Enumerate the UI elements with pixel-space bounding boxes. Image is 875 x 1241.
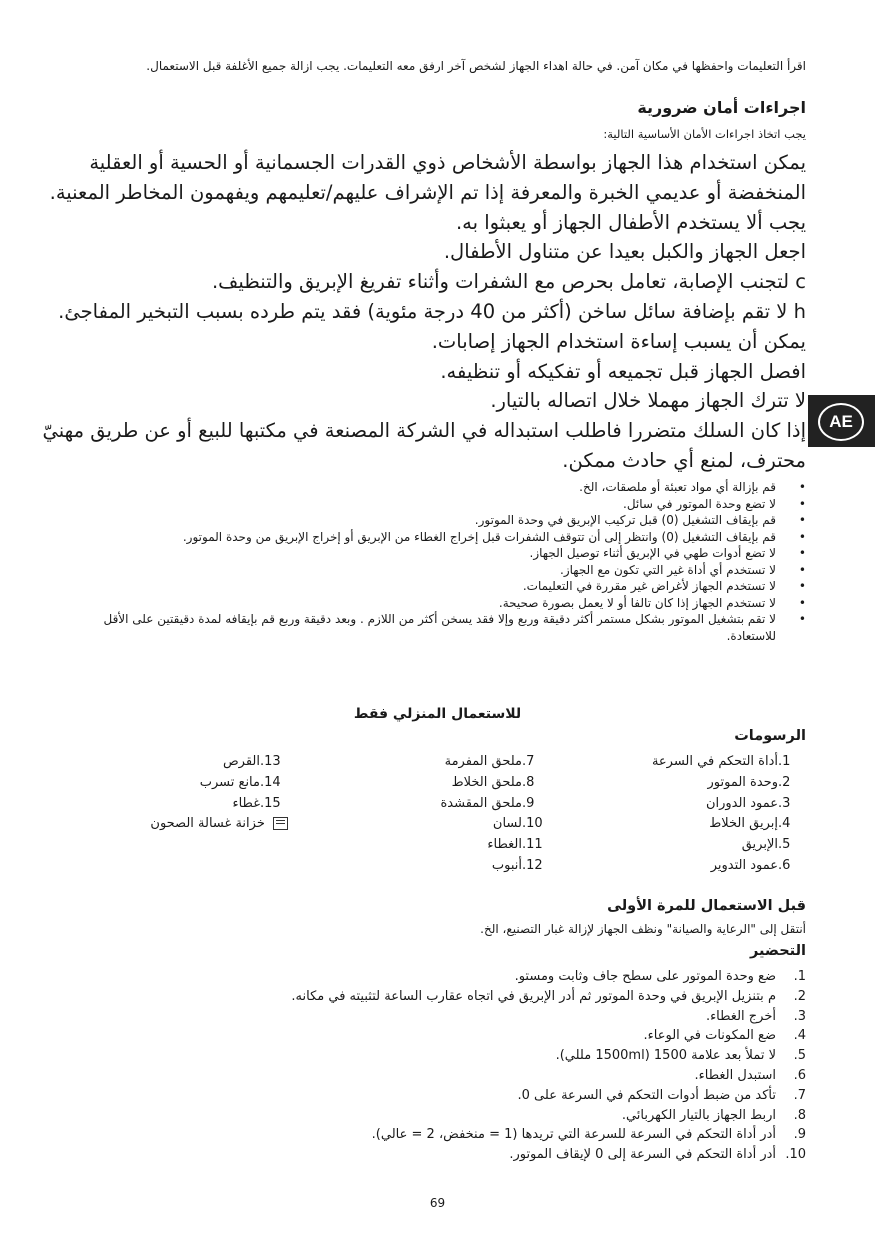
step-item: 1.ضع وحدة الموتور على سطح جاف وثابت ومستو. <box>514 969 806 984</box>
drawing-item: 2.وحدة الموتور <box>707 774 791 790</box>
bullet-item: • قم بإزالة أي مواد تعبئة أو ملصقات، الخ. <box>66 479 806 496</box>
warning-item: إذا كان السلك متضررا فاطلب استبداله في الشركة المصنعة في مكتبها للبيع أو عن طريق مهنيّ محترف، لمنع أي حادث ممكن. <box>42 419 806 472</box>
warning-item: يمكن أن يسبب إساءة استخدام الجهاز إصابات. <box>431 329 806 353</box>
language-badge <box>808 395 875 447</box>
page-number: 69 <box>429 1196 446 1210</box>
language-code: AE <box>818 403 864 441</box>
warning-item: اجعل الجهاز والكبل بعيدا عن متناول الأطفال. <box>443 240 806 264</box>
drawing-item: 6.عمود التدوير <box>710 857 791 873</box>
step-item: 3.أخرج الغطاء. <box>705 1008 806 1024</box>
warning-item: h لا تقم بإضافة سائل ساخن (أكثر من 40 درجة مئوية) فقد يتم طرده بسبب التبخير المفاجئ. <box>58 299 806 323</box>
warning-item: يجب ألا يستخدم الأطفال الجهاز أو يعبثوا به. <box>455 210 806 234</box>
drawings-column-1 <box>586 752 806 877</box>
drawing-item: 9.ملحق المقشدة <box>440 795 535 811</box>
preparation-steps <box>66 967 806 1165</box>
drawing-item: 3.عمود الدوران <box>705 795 791 811</box>
step-item: 2.م بتنزيل الإبريق في وحدة الموتور ثم أدر الإبريق في اتجاه عقارب الساعة لتثبيته في مكانه. <box>291 988 806 1004</box>
warning-item: لا تترك الجهاز مهملا خلال اتصاله بالتيار. <box>490 389 806 413</box>
step-item: 7.تأكد من ضبط أدوات التحكم في السرعة على 0. <box>517 1087 806 1103</box>
drawing-item: 5.الإبريق <box>741 837 791 853</box>
first-use-text: أنتقل إلى "الرعاية والصيانة" ونظف الجهاز لإزالة غبار التصنيع، الخ. <box>480 922 806 936</box>
preparation-heading: التحضير <box>749 943 806 959</box>
drawing-item: 12.أنبوب <box>491 857 543 873</box>
safety-subtitle: يجب اتخاذ اجراءات الأمان الأساسية التالية: <box>603 127 806 141</box>
drawing-item: 4.إبريق الخلاط <box>709 816 791 832</box>
bullet-item: • لا تضع وحدة الموتور في سائل. <box>66 496 806 513</box>
safety-bullet-list <box>66 479 806 644</box>
bullet-item: • لا تضع أدوات طهي في الإبريق أثناء توصيل الجهاز. <box>66 545 806 562</box>
intro-paragraph: اقرأ التعليمات واحفظها في مكان آمن. في حالة اهداء الجهاز لشخص آخر ارفق معه التعليمات. يجب ازالة جميع الأغلفة قبل الاستعمال. <box>146 59 806 73</box>
step-item: 5.لا تملأ بعد علامة 1500 (1500ml مللي). <box>555 1048 806 1064</box>
step-item: 6.استبدل الغطاء. <box>694 1067 806 1083</box>
dishwasher-icon <box>273 817 288 830</box>
drawing-item: 7.ملحق المفرمة <box>444 754 535 769</box>
drawing-item: 15.غطاء <box>232 795 281 811</box>
bullet-item: • لا تستخدم الجهاز لأغراض غير مقررة في التعليمات. <box>66 578 806 595</box>
drawing-item: 14.مانع تسرب <box>199 774 281 790</box>
drawing-item: 10.لسان <box>492 816 543 832</box>
drawing-item: 11.الغطاء <box>487 837 543 853</box>
first-use-heading: قبل الاستعمال للمرة الأولى <box>607 898 806 914</box>
home-use-only-heading: للاستعمال المنزلي فقط <box>353 706 522 722</box>
bullet-item: • لا تستخدم الجهاز إذا كان تالفا أو لا يعمل بصورة صحيحة. <box>66 595 806 612</box>
bullet-item: • قم بإيقاف التشغيل (0) قبل تركيب الإبريق في وحدة الموتور. <box>66 512 806 529</box>
bullet-item: • قم بإيقاف التشغيل (0) وانتظر إلى أن تتوقف الشفرات قبل إخراج الغطاء من الإبريق أو إخراج الإبريق من وحدة الموتور. <box>66 529 806 546</box>
drawings-column-2 <box>350 752 550 877</box>
step-item: 8.اربط الجهاز بالتيار الكهربائي. <box>621 1107 806 1123</box>
step-item: 4.ضع المكونات في الوعاء. <box>643 1028 806 1044</box>
warning-item: c لتجنب الإصابة، تعامل بحرص مع الشفرات وأثناء تفريغ الإبريق والتنظيف. <box>211 270 806 294</box>
drawing-item: 1.أداة التحكم في السرعة <box>651 754 791 769</box>
drawing-item: 8.ملحق الخلاط <box>451 774 535 790</box>
drawings-heading: الرسومات <box>734 728 806 744</box>
step-item: 9.أدر أداة التحكم في السرعة للسرعة التي تريدها (1 = منخفض، 2 = عالي). <box>371 1127 806 1143</box>
bullet-item: • لا تستخدم أي أداة غير التي تكون مع الجهاز. <box>66 562 806 579</box>
warning-item: افصل الجهاز قبل تجميعه أو تفكيكه أو تنظيفه. <box>440 359 806 383</box>
safety-large-warnings <box>16 148 806 476</box>
dishwasher-note: خزانة غسالة الصحون <box>68 814 288 835</box>
safety-heading: اجراءات أمان ضرورية <box>637 98 806 117</box>
drawing-item: 13.القرص <box>222 754 281 769</box>
drawings-column-3 <box>68 752 288 835</box>
warning-item: يمكن استخدام هذا الجهاز بواسطة الأشخاص ذوي القدرات الجسمانية أو الحسية أو العقلية المنخفضة أو عديمي الخبرة والمعرفة إذا تم الإشراف عليهم/تعليمهم ويفهمون المخاطر المعنية. <box>49 151 806 204</box>
step-item: 10.أدر أداة التحكم في السرعة إلى 0 لإيقاف الموتور. <box>509 1147 806 1163</box>
bullet-item: • لا تقم بتشغيل الموتور بشكل مستمر أكثر دقيقة وربع وإلا فقد يسخن أكثر من اللازم . وبعد دقيقة وربع قم بإيقافه لمدة دقيقتين على الأقل للاستعادة. <box>66 611 806 644</box>
